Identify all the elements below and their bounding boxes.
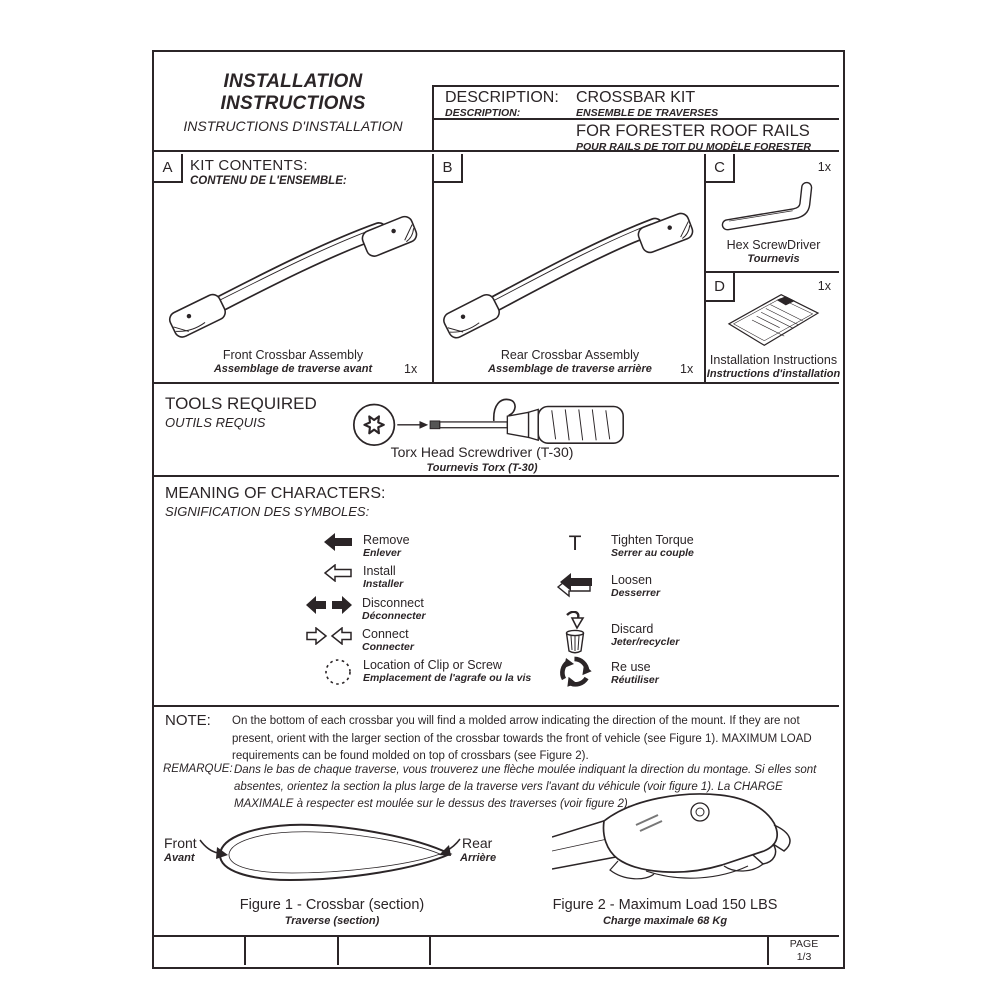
tool-caption: Torx Head Screwdriver (T-30) Tournevis Torx (T-30) — [390, 444, 574, 474]
tools-row — [154, 386, 839, 477]
remove-arrow-icon — [324, 533, 352, 551]
doc-title: INSTALLATION INSTRUCTIONS — [220, 70, 366, 114]
description-table — [432, 85, 839, 152]
symbols-row — [154, 477, 839, 707]
torx-screwdriver-illustration — [344, 392, 634, 448]
doc-subtitle: INSTRUCTIONS D'INSTALLATION — [183, 117, 403, 134]
connect-arrows-icon — [306, 627, 352, 645]
fig1-front-label-fr: Avant — [164, 852, 195, 864]
tools-heading: TOOLS REQUIRED OUTILS REQUIS — [165, 394, 317, 430]
description-label: DESCRIPTION: DESCRIPTION: — [445, 89, 559, 119]
instruction-sheet — [152, 50, 845, 969]
description-value: CROSSBAR KIT ENSEMBLE DE TRAVERSES — [576, 89, 719, 119]
remarque-label: REMARQUE: — [163, 763, 233, 775]
note-row — [154, 707, 839, 935]
page-label: PAGE — [789, 938, 819, 950]
symbol-connect: Connect Connecter — [288, 627, 414, 653]
item-c-qty: 1x — [817, 160, 831, 174]
arrow-right-icon — [419, 421, 428, 429]
rear-arrow-icon — [439, 839, 460, 856]
fig1-rear-label-fr: Arrière — [460, 852, 497, 864]
symbols-heading: MEANING OF CHARACTERS: SIGNIFICATION DES SYMBOLES: — [165, 485, 386, 519]
item-b-qty: 1x — [680, 362, 694, 376]
item-a-qty: 1x — [404, 362, 418, 376]
footer-page-cell — [767, 937, 839, 965]
symbol-loosen: Loosen Desserrer — [550, 573, 660, 600]
note-label: NOTE: — [165, 712, 211, 729]
figure2-caption: Figure 2 - Maximum Load 150 LBS Charge maximale 68 Kg — [552, 897, 778, 927]
kit-heading: KIT CONTENTS: CONTENU DE L'ENSEMBLE: — [190, 157, 347, 187]
figure2-crossbar-end-illustration — [552, 785, 802, 897]
symbol-tighten-torque: T Tighten Torque Serrer au couple — [550, 533, 694, 559]
symbol-reuse: Re use Réutiliser — [550, 655, 659, 689]
trash-arrow-icon — [560, 611, 590, 655]
section-tag-a: A — [154, 154, 183, 183]
section-tag-c: C — [706, 154, 735, 183]
kit-section-a — [154, 154, 432, 384]
remarque-text: Dans le bas de chaque traverse, vous trouverez une flèche moulée indiquant la direction du montage. Si elles sont absentes, orientez la section la plus large de la traverse vers l'avant du véhicule (voir figure 1). La CHARGE MAXIMALE à respecter est moulée sur le dessus des traverses (voir figure 2). — [234, 764, 817, 810]
kit-section-c — [704, 154, 839, 271]
section-tag-b: B — [434, 154, 463, 183]
page-number: 1/3 — [796, 951, 812, 963]
install-arrow-icon — [324, 564, 352, 582]
tighten-torque-icon: T — [568, 532, 582, 555]
hex-screwdriver-illustration — [718, 180, 830, 236]
rear-crossbar-illustration — [442, 190, 696, 340]
symbol-discard: Discard Jeter/recycler — [550, 611, 679, 655]
fig1-front-label: Front — [164, 835, 197, 851]
footer-divider — [337, 937, 339, 965]
figure1-caption: Figure 1 - Crossbar (section) Traverse (section) — [239, 897, 425, 927]
figure1-crossbar-section-illustration — [198, 814, 478, 898]
instruction-sheet-illustration — [710, 287, 837, 353]
symbol-clip-location: Location of Clip or Screw Emplacement de l'agrafe ou la vis — [294, 658, 531, 686]
kit-contents-row — [154, 154, 839, 384]
note-text: On the bottom of each crossbar you will find a molded arrow indicating the direction of the mount. If they are not present, orient with the larger section of the crossbar towards the front of vehicle (see Figure 1). MAXIMUM LOAD requirements can be found molded on top of crossbars (see Figure 2). — [232, 715, 812, 762]
item-b-caption: Rear Crossbar Assembly Assemblage de traverse arrière — [488, 348, 652, 375]
fig1-rear-label: Rear — [462, 835, 493, 851]
vehicle-row — [434, 120, 839, 152]
symbol-install: Install Installer — [294, 564, 403, 590]
item-c-caption: Hex ScrewDriver Tournevis — [726, 238, 821, 265]
symbol-disconnect: Disconnect Déconnecter — [288, 596, 426, 622]
footer-divider — [244, 937, 246, 965]
item-d-caption: Installation Instructions Instructions d'installation — [706, 353, 841, 380]
section-tag-d: D — [706, 273, 735, 302]
footer-divider — [429, 937, 431, 965]
dotted-circle-icon — [324, 658, 352, 686]
header-row — [154, 52, 839, 152]
kit-section-d — [704, 271, 839, 384]
recycle-icon — [558, 655, 592, 689]
front-crossbar-illustration — [166, 196, 420, 338]
description-row — [434, 87, 839, 120]
title-block — [154, 52, 432, 152]
kit-section-b — [432, 154, 704, 384]
item-a-caption: Front Crossbar Assembly Assemblage de traverse avant — [213, 348, 373, 375]
vehicle-line: FOR FORESTER ROOF RAILS POUR RAILS DE TOIT DU MODÈLE FORESTER — [576, 122, 811, 153]
item-d-qty: 1x — [817, 279, 831, 293]
symbol-remove: Remove Enlever — [294, 533, 410, 559]
disconnect-arrows-icon — [306, 596, 352, 614]
loosen-arrow-icon — [556, 573, 594, 600]
footer-row — [154, 935, 839, 963]
